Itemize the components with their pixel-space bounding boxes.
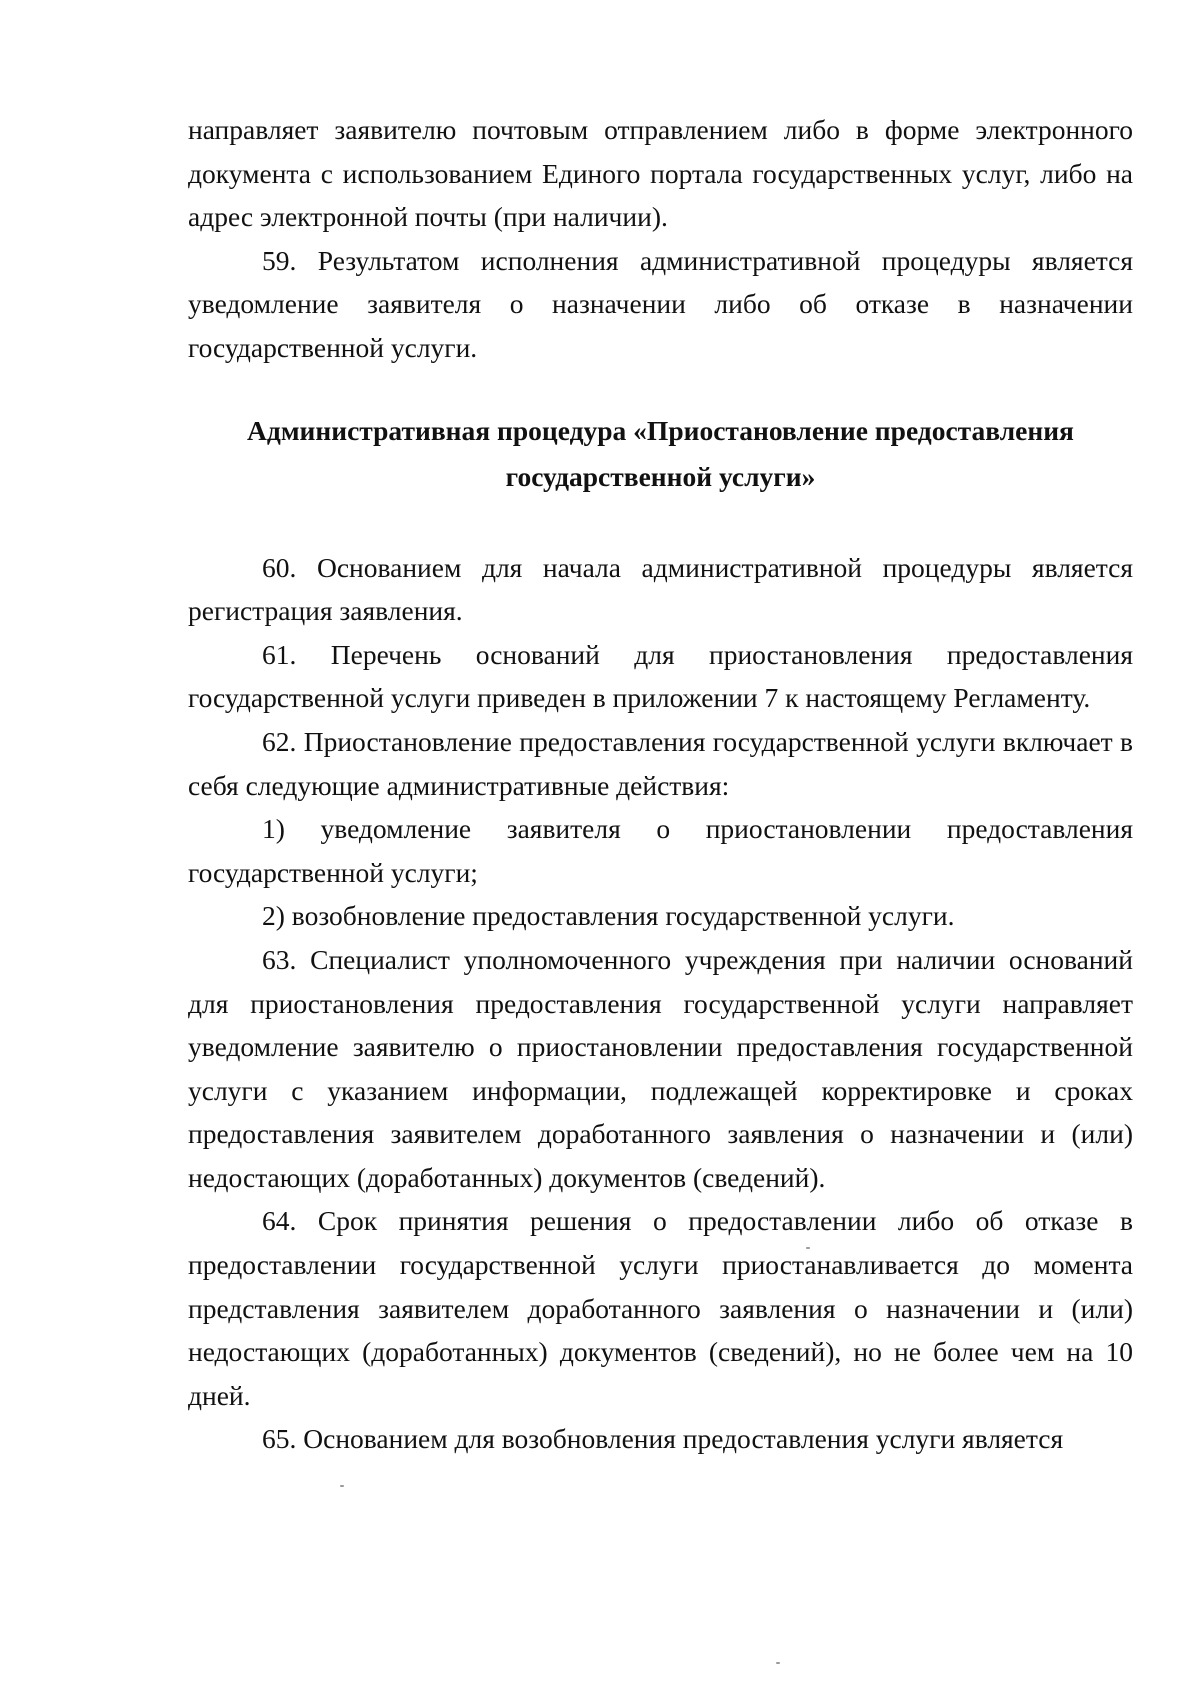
section-heading-line-2: государственной услуги»	[505, 460, 816, 492]
section-heading-line-1: Административная процедура «Приостановление предоставления	[247, 414, 1074, 446]
paragraph-continuation: направляет заявителю почтовым отправлением либо в форме электронного документа с использованием Единого портала государственных услуг, либо на адрес электронной почты (при наличии).	[188, 114, 1133, 233]
paragraph-60: 60. Основанием для начала административной процедуры является регистрация заявления.	[188, 551, 1133, 627]
paragraph-64: 64. Срок принятия решения о предоставлении либо об отказе в предоставлении государственной услуги приостанавливается до момента представления заявителем доработанного заявления о назначении и (или) недостающих (доработанных) документов (сведений), но не более чем на 10 дней.	[188, 1205, 1133, 1411]
paragraph-63: 63. Специалист уполномоченного учреждения при наличии оснований для приостановления предоставления государственной услуги направляет уведомление заявителю о приостановлении предоставления государственной услуги с указанием информации, подлежащей корректировке и сроках предоставления заявителем доработанного заявления о назначении и (или) недостающих (доработанных) документов (сведений).	[188, 943, 1133, 1193]
scan-speck	[340, 1485, 344, 1487]
list-item-62-1: 1) уведомление заявителя о приостановлении предоставления государственной услуги;	[188, 813, 1133, 888]
paragraph-65: 65. Основанием для возобновления предоставления услуги является	[262, 1423, 1064, 1455]
scan-speck	[776, 1662, 780, 1664]
paragraph-61: 61. Перечень оснований для приостановления предоставления государственной услуги приведен в приложении 7 к настоящему Регламенту.	[188, 638, 1133, 714]
section-heading	[188, 408, 1133, 500]
list-item-62-2: 2) возобновление предоставления государственной услуги.	[262, 900, 955, 932]
document-page	[188, 108, 1133, 1461]
paragraph-62: 62. Приостановление предоставления государственной услуги включает в себя следующие административные действия:	[188, 725, 1133, 801]
scan-speck	[806, 1247, 810, 1249]
paragraph-59: 59. Результатом исполнения административной процедуры является уведомление заявителя о назначении либо об отказе в назначении государственной услуги.	[188, 244, 1133, 363]
